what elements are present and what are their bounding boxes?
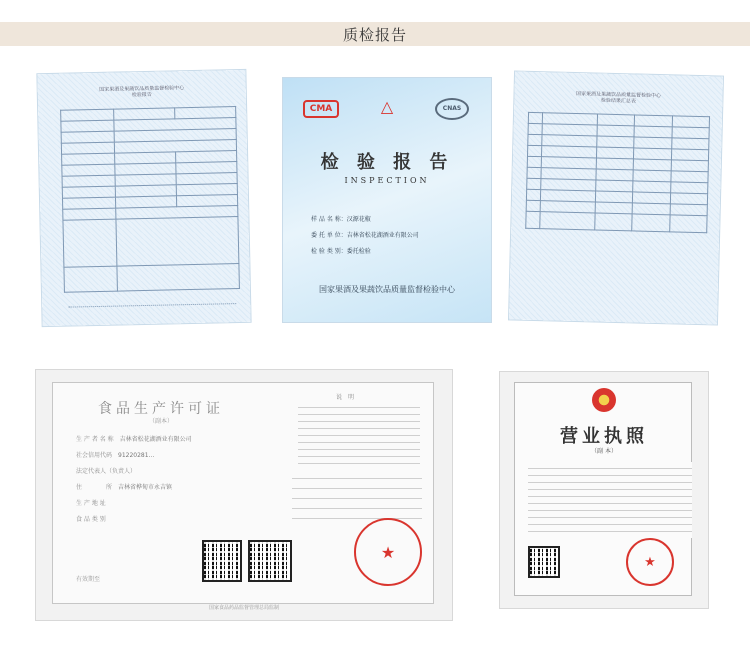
report-page-3-subtitle: 检验结果汇总表 [600,97,636,105]
official-seal-icon: ★ [626,538,674,586]
food-license-issue-date-label: 有效期至 [76,576,101,583]
report-cover-value: 委托检验 [346,248,371,255]
business-license-copy-type: （副 本） [591,448,617,455]
national-emblem-icon [592,388,616,412]
report-cover-label: 检 验 类 别： [311,248,347,255]
qr-code-icon [204,542,240,580]
food-license-footer: 国家食品药品监督管理总局监制 [208,605,279,611]
report-cover [283,78,491,322]
report-cover-issuer: 国家果酒及果蔬饮品质量监督检验中心 [319,285,455,294]
report-page-1 [37,70,250,326]
report-page-3-title: 国家果酒及果蔬饮品质量监督检验中心 [575,90,662,100]
report-cover-fields [311,212,419,260]
cal-logo: △ [380,97,394,116]
food-license-label: 社会信用代码 [76,452,113,459]
section-title: 质检报告 [342,25,407,44]
report-cover-label: 委 托 单 位： [311,232,347,239]
report-cover-value: 汉源花椒 [346,216,371,223]
report-page-1-table [60,106,240,293]
food-license-fields [76,432,256,528]
qr-code-icon [530,548,558,576]
food-license-title: 食品生产许可证 [98,401,224,417]
food-production-license [36,370,452,620]
food-license-label: 法定代表人（负责人） [76,468,137,475]
qr-code-icon [250,542,290,580]
food-license-label: 住 所 [76,484,113,491]
report-page-1-subtitle: 检验报告 [131,91,152,99]
section-header [0,22,750,46]
business-license-title: 营业执照 [560,426,648,447]
business-license [500,372,708,608]
cma-logo: CMA [303,100,339,118]
official-seal-icon: ★ [354,518,422,586]
cnas-logo: CNAS [435,98,469,120]
food-license-value: 91220281... [118,452,155,459]
report-page-1-title: 国家果酒及果蔬饮品质量监督检验中心 [99,85,185,93]
food-license-copy-type: （副本） [148,418,173,425]
report-cover-value: 吉林省松花湖酒业有限公司 [346,232,419,239]
food-license-notes [298,406,420,470]
food-license-label: 食 品 类 别 [76,516,106,523]
report-cover-title: 检 验 报 告 [320,152,454,173]
food-license-right-table [292,474,422,528]
report-cover-subtitle: INSPECTION [344,176,430,185]
food-license-value: 吉林省桦甸市永吉镇 [118,484,173,491]
food-license-label: 生 产 地 址 [76,500,106,507]
report-page-3-table [525,112,710,233]
food-license-notes-title: 说 明 [336,394,355,401]
report-cover-label: 样 品 名 称： [311,216,347,223]
business-license-fields [528,462,692,538]
signature-line [68,295,236,308]
report-page-3 [509,71,723,324]
food-license-value: 吉林省松花湖酒业有限公司 [119,436,192,443]
food-license-label: 生 产 者 名 称 [76,436,114,443]
